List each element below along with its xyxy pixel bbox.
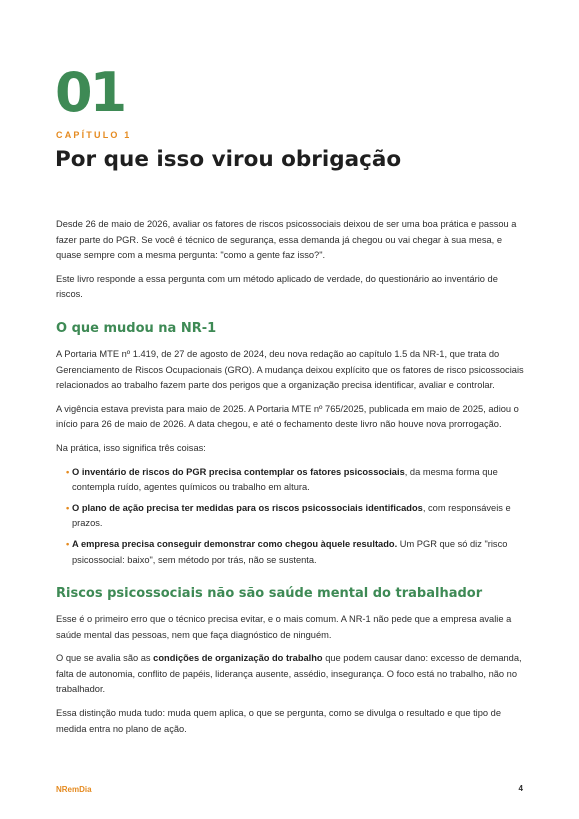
bullet-icon: •	[66, 466, 70, 477]
chapter-content	[56, 217, 524, 745]
bullet-icon: •	[66, 502, 70, 513]
section2-paragraph-2	[56, 651, 524, 698]
list-item	[56, 537, 524, 568]
section2-paragraph-2-start: O que se avalia são as	[56, 653, 154, 664]
intro-paragraph-2: Este livro responde a essa pergunta com um método aplicado de verdade, do questionário ao inventário de riscos.	[56, 273, 498, 300]
requirements-list	[56, 465, 524, 569]
chapter-number: 01	[55, 61, 125, 124]
list-item-bold: O inventário de riscos do PGR precisa contemplar os fatores psicossociais	[72, 466, 405, 477]
list-item	[56, 465, 524, 496]
list-item-bold: O plano de ação precisa ter medidas para os riscos psicossociais identificados	[72, 502, 423, 513]
page-number: 4	[518, 784, 523, 793]
footer-brand: NRemDia	[56, 785, 92, 794]
list-item-text: , com responsáveis e prazos.	[72, 502, 511, 529]
list-item	[56, 501, 524, 532]
section-heading-psychosocial: Riscos psicossociais não são saúde mental do trabalhador	[56, 586, 483, 602]
section2-paragraph-2-end: que podem causar dano: excesso de demanda, falta de autonomia, conflito de papéis, liderança ausente, assédio, insegurança. O foco está no trabalho, não no trabalhador.	[56, 653, 522, 695]
section1-paragraph-3: Na prática, isso significa três coisas:	[56, 442, 206, 453]
bullet-icon: •	[66, 538, 70, 549]
list-item-bold: A empresa precisa conseguir demonstrar como chegou àquele resultado.	[72, 538, 398, 549]
section-heading-nr1: O que mudou na NR-1	[56, 320, 217, 336]
section2-paragraph-3: Essa distinção muda tudo: muda quem aplica, o que se pergunta, como se divulga o resultado e que tipo de medida entra no plano de ação.	[56, 708, 501, 734]
section1-paragraph-1: A Portaria MTE nº 1.419, de 27 de agosto de 2024, deu nova redação ao capítulo 1.5 da NR-1, que trata do Gerenciamento de Riscos Ocupacionais (GRO). A mudança deixou explícito que os fatores de risco psicossociais relacionados ao trabalho fazem parte dos perigos que a organização precisa identificar, avaliar e controlar.	[56, 348, 524, 391]
list-item-text: Um PGR que só diz "risco psicossocial: baixo", sem método por trás, não se sustenta.	[72, 538, 508, 565]
list-item-text: , da mesma forma que contempla ruído, agentes químicos ou trabalho em altura.	[72, 466, 498, 493]
section2-paragraph-2-bold: condições de organização do trabalho	[153, 653, 323, 664]
intro-paragraph-1: Desde 26 de maio de 2026, avaliar os fatores de riscos psicossociais deixou de ser uma boa prática e passou a fazer parte do PGR. Se você é técnico de segurança, essa demanda já chegou ou vai chegar à sua mesa, e quase sempre com a mesma pergunta: "como a gente faz isso?".	[56, 219, 517, 261]
chapter-title: Por que isso virou obrigação	[55, 147, 402, 172]
section2-paragraph-1: Esse é o primeiro erro que o técnico precisa evitar, e o mais comum. A NR-1 não pede que a empresa avalie a saúde mental das pessoas, nem que faça diagnóstico de ninguém.	[56, 614, 512, 640]
section1-paragraph-2: A vigência estava prevista para maio de 2025. A Portaria MTE nº 765/2025, publicada em maio de 2025, adiou o início para 26 de maio de 2026. A data chegou, e até o fechamento deste livro não houve nova prorrogação.	[56, 403, 519, 430]
chapter-label: CAPÍTULO 1	[56, 130, 132, 140]
